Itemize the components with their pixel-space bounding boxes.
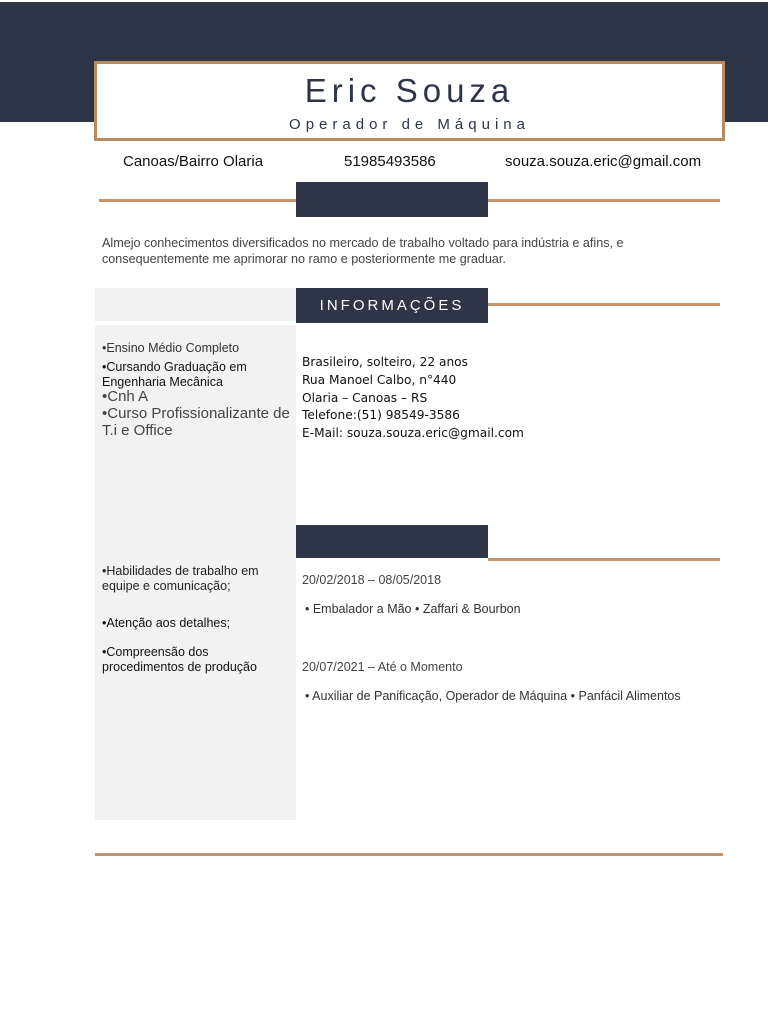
job-dates: 20/02/2018 – 08/05/2018: [302, 573, 442, 587]
sidebar-divider: [95, 321, 296, 325]
candidate-role: Operador de Máquina: [289, 116, 530, 133]
info-line: Telefone:(51) 98549-3586: [302, 408, 460, 423]
candidate-name: Eric Souza: [304, 72, 515, 109]
info-line: E-Mail: souza.souza.eric@gmail.com: [302, 426, 524, 441]
divider-line: [488, 303, 720, 306]
summary-text: Almejo conhecimentos diversificados no mercado de trabalho voltado para indústria e afins, e consequentemente me aprimorar no ramo e posteriormente me graduar.: [102, 236, 624, 266]
footer-line: [95, 853, 723, 856]
job-description: • Embalador a Mão • Zaffari & Bourbon: [305, 602, 521, 616]
education-item: •Ensino Médio Completo: [102, 341, 240, 355]
section-heading-informacoes: INFORMAÇÕES: [296, 288, 488, 323]
info-line: Rua Manoel Calbo, n°440: [302, 372, 457, 387]
info-line: Olaria – Canoas – RS: [302, 390, 428, 405]
education-item: •Cnh A: [102, 388, 149, 405]
job-description: • Auxiliar de Panificação, Operador de Máquina • Panfácil Alimentos: [305, 689, 681, 703]
education-item: •Cursando Graduação em Engenharia Mecânica: [102, 360, 247, 389]
divider-line: [488, 199, 720, 202]
personal-info: [302, 354, 524, 443]
skill-item: •Compreensão dos procedimentos de produção: [102, 645, 257, 674]
info-line: Brasileiro, solteiro, 22 anos: [302, 355, 468, 369]
summary-heading-block: [296, 182, 488, 217]
experience-heading-block: [296, 525, 488, 558]
contact-location: Canoas/Bairro Olaria: [123, 153, 264, 170]
contact-phone: 51985493586: [344, 153, 436, 170]
skill-item: •Atenção aos detalhes;: [102, 616, 231, 630]
skill-item: •Habilidades de trabalho em equipe e comunicação;: [102, 564, 259, 593]
contact-email: souza.souza.eric@gmail.com: [505, 153, 702, 170]
divider-line: [99, 199, 296, 202]
name-box: [94, 61, 725, 141]
education-item: •Curso Profissionalizante de T.i e Office: [102, 405, 290, 439]
divider-line: [488, 558, 720, 561]
job-dates: 20/07/2021 – Até o Momento: [302, 660, 463, 674]
